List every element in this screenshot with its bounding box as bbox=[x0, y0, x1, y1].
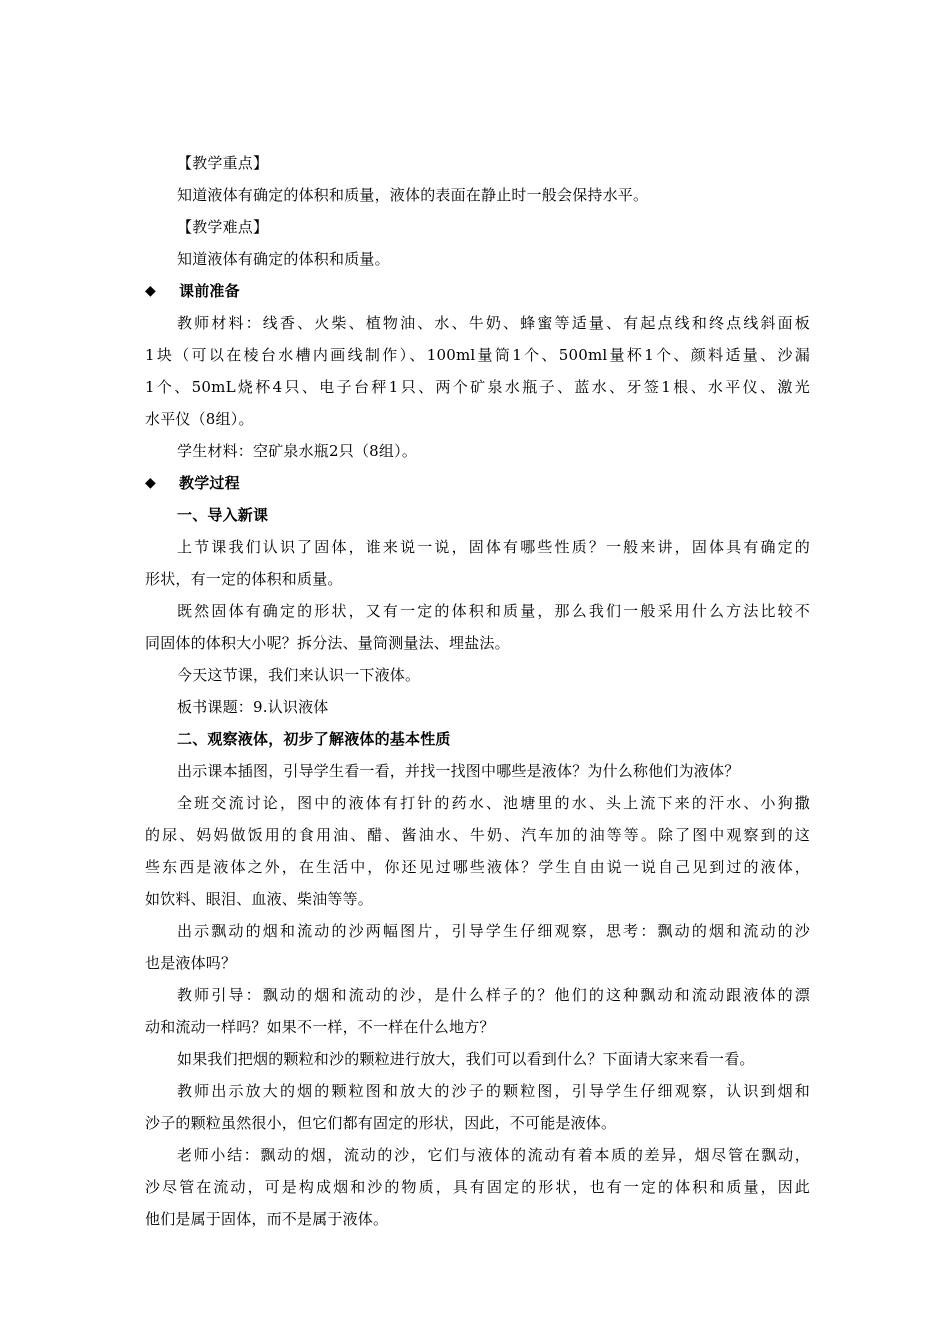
paragraph-line: 今天这节课，我们来认识一下液体。 bbox=[177, 666, 421, 684]
paragraph-line: 同固体的体积大小呢？拆分法、量筒测量法、埋盐法。 bbox=[145, 634, 510, 652]
document-body bbox=[145, 147, 810, 1235]
paragraph-line: 板书课题：9.认识液体 bbox=[177, 698, 329, 716]
teaching-focus-text: 知道液体有确定的体积和质量，液体的表面在静止时一般会保持水平。 bbox=[177, 186, 649, 204]
section-prep bbox=[145, 275, 810, 307]
paragraph-line: 老师小结：飘动的烟，流动的沙，它们与液体的流动有着本质的差异，烟尽管在飘动， bbox=[177, 1146, 810, 1164]
diamond-bullet-icon: ◆ bbox=[145, 283, 156, 299]
paragraph-line: 些东西是液体之外，在生活中，你还见过哪些液体？学生自由说一说自己见到过的液体， bbox=[145, 858, 810, 876]
teaching-focus-heading: 【教学重点】 bbox=[177, 154, 269, 172]
section-process bbox=[145, 467, 810, 499]
teacher-materials-line: 教师材料：线香、火柴、植物油、水、牛奶、蜂蜜等适量、有起点线和终点线斜面板 bbox=[177, 314, 810, 332]
teacher-materials-line: 水平仪（8组）。 bbox=[145, 410, 254, 428]
paragraph-line: 的尿、妈妈做饭用的食用油、醋、酱油水、牛奶、汽车加的油等等。除了图中观察到的这 bbox=[145, 826, 810, 844]
teacher-materials-line: 1块（可以在棱台水槽内画线制作）、100ml量筒1个、500ml量杯1个、颜料适量、沙漏 bbox=[145, 346, 810, 364]
paragraph-line: 全班交流讨论，图中的液体有打针的药水、池塘里的水、头上流下来的汗水、小狗撒 bbox=[177, 794, 810, 812]
section-process-title: 教学过程 bbox=[179, 474, 240, 492]
paragraph-line: 既然固体有确定的形状，又有一定的体积和质量，那么我们一般采用什么方法比较不 bbox=[177, 602, 810, 620]
paragraph-line: 他们是属于固体，而不是属于液体。 bbox=[145, 1210, 389, 1228]
diamond-bullet-icon: ◆ bbox=[145, 475, 156, 491]
paragraph-line: 也是液体吗？ bbox=[145, 954, 237, 972]
paragraph-line: 沙子的颗粒虽然很小，但它们都有固定的形状，因此，不可能是液体。 bbox=[145, 1114, 617, 1132]
part1-heading: 一、导入新课 bbox=[177, 506, 269, 524]
paragraph-line: 如果我们把烟的颗粒和沙的颗粒进行放大，我们可以看到什么？下面请大家来看一看。 bbox=[177, 1050, 755, 1068]
paragraph-line: 如饮料、眼泪、血液、柴油等等。 bbox=[145, 890, 374, 908]
paragraph-line: 形状，有一定的体积和质量。 bbox=[145, 570, 343, 588]
paragraph-line: 动和流动一样吗？如果不一样，不一样在什么地方？ bbox=[145, 1018, 495, 1036]
paragraph-line: 出示飘动的烟和流动的沙两幅图片，引导学生仔细观察，思考：飘动的烟和流动的沙 bbox=[177, 922, 810, 940]
teaching-difficulty-heading: 【教学难点】 bbox=[177, 218, 269, 236]
teaching-difficulty-text: 知道液体有确定的体积和质量。 bbox=[177, 250, 390, 268]
paragraph-line: 出示课本插图，引导学生看一看，并找一找图中哪些是液体？为什么称他们为液体？ bbox=[177, 762, 740, 780]
teacher-materials-line: 1个、50mL烧杯4只、电子台秤1只、两个矿泉水瓶子、蓝水、牙签1根、水平仪、激光 bbox=[145, 378, 810, 396]
paragraph-line: 教师引导：飘动的烟和流动的沙，是什么样子的？他们的这种飘动和流动跟液体的漂 bbox=[177, 986, 810, 1004]
paragraph-line: 沙尽管在流动，可是构成烟和沙的物质，具有固定的形状，也有一定的体积和质量，因此 bbox=[145, 1178, 810, 1196]
paragraph-line: 上节课我们认识了固体，谁来说一说，固体有哪些性质？一般来讲，固体具有确定的 bbox=[177, 538, 810, 556]
paragraph-line: 教师出示放大的烟的颗粒图和放大的沙子的颗粒图，引导学生仔细观察，认识到烟和 bbox=[177, 1082, 810, 1100]
part2-heading: 二、观察液体，初步了解液体的基本性质 bbox=[177, 730, 451, 748]
student-materials: 学生材料：空矿泉水瓶2只（8组）。 bbox=[177, 442, 417, 460]
section-prep-title: 课前准备 bbox=[179, 282, 240, 300]
